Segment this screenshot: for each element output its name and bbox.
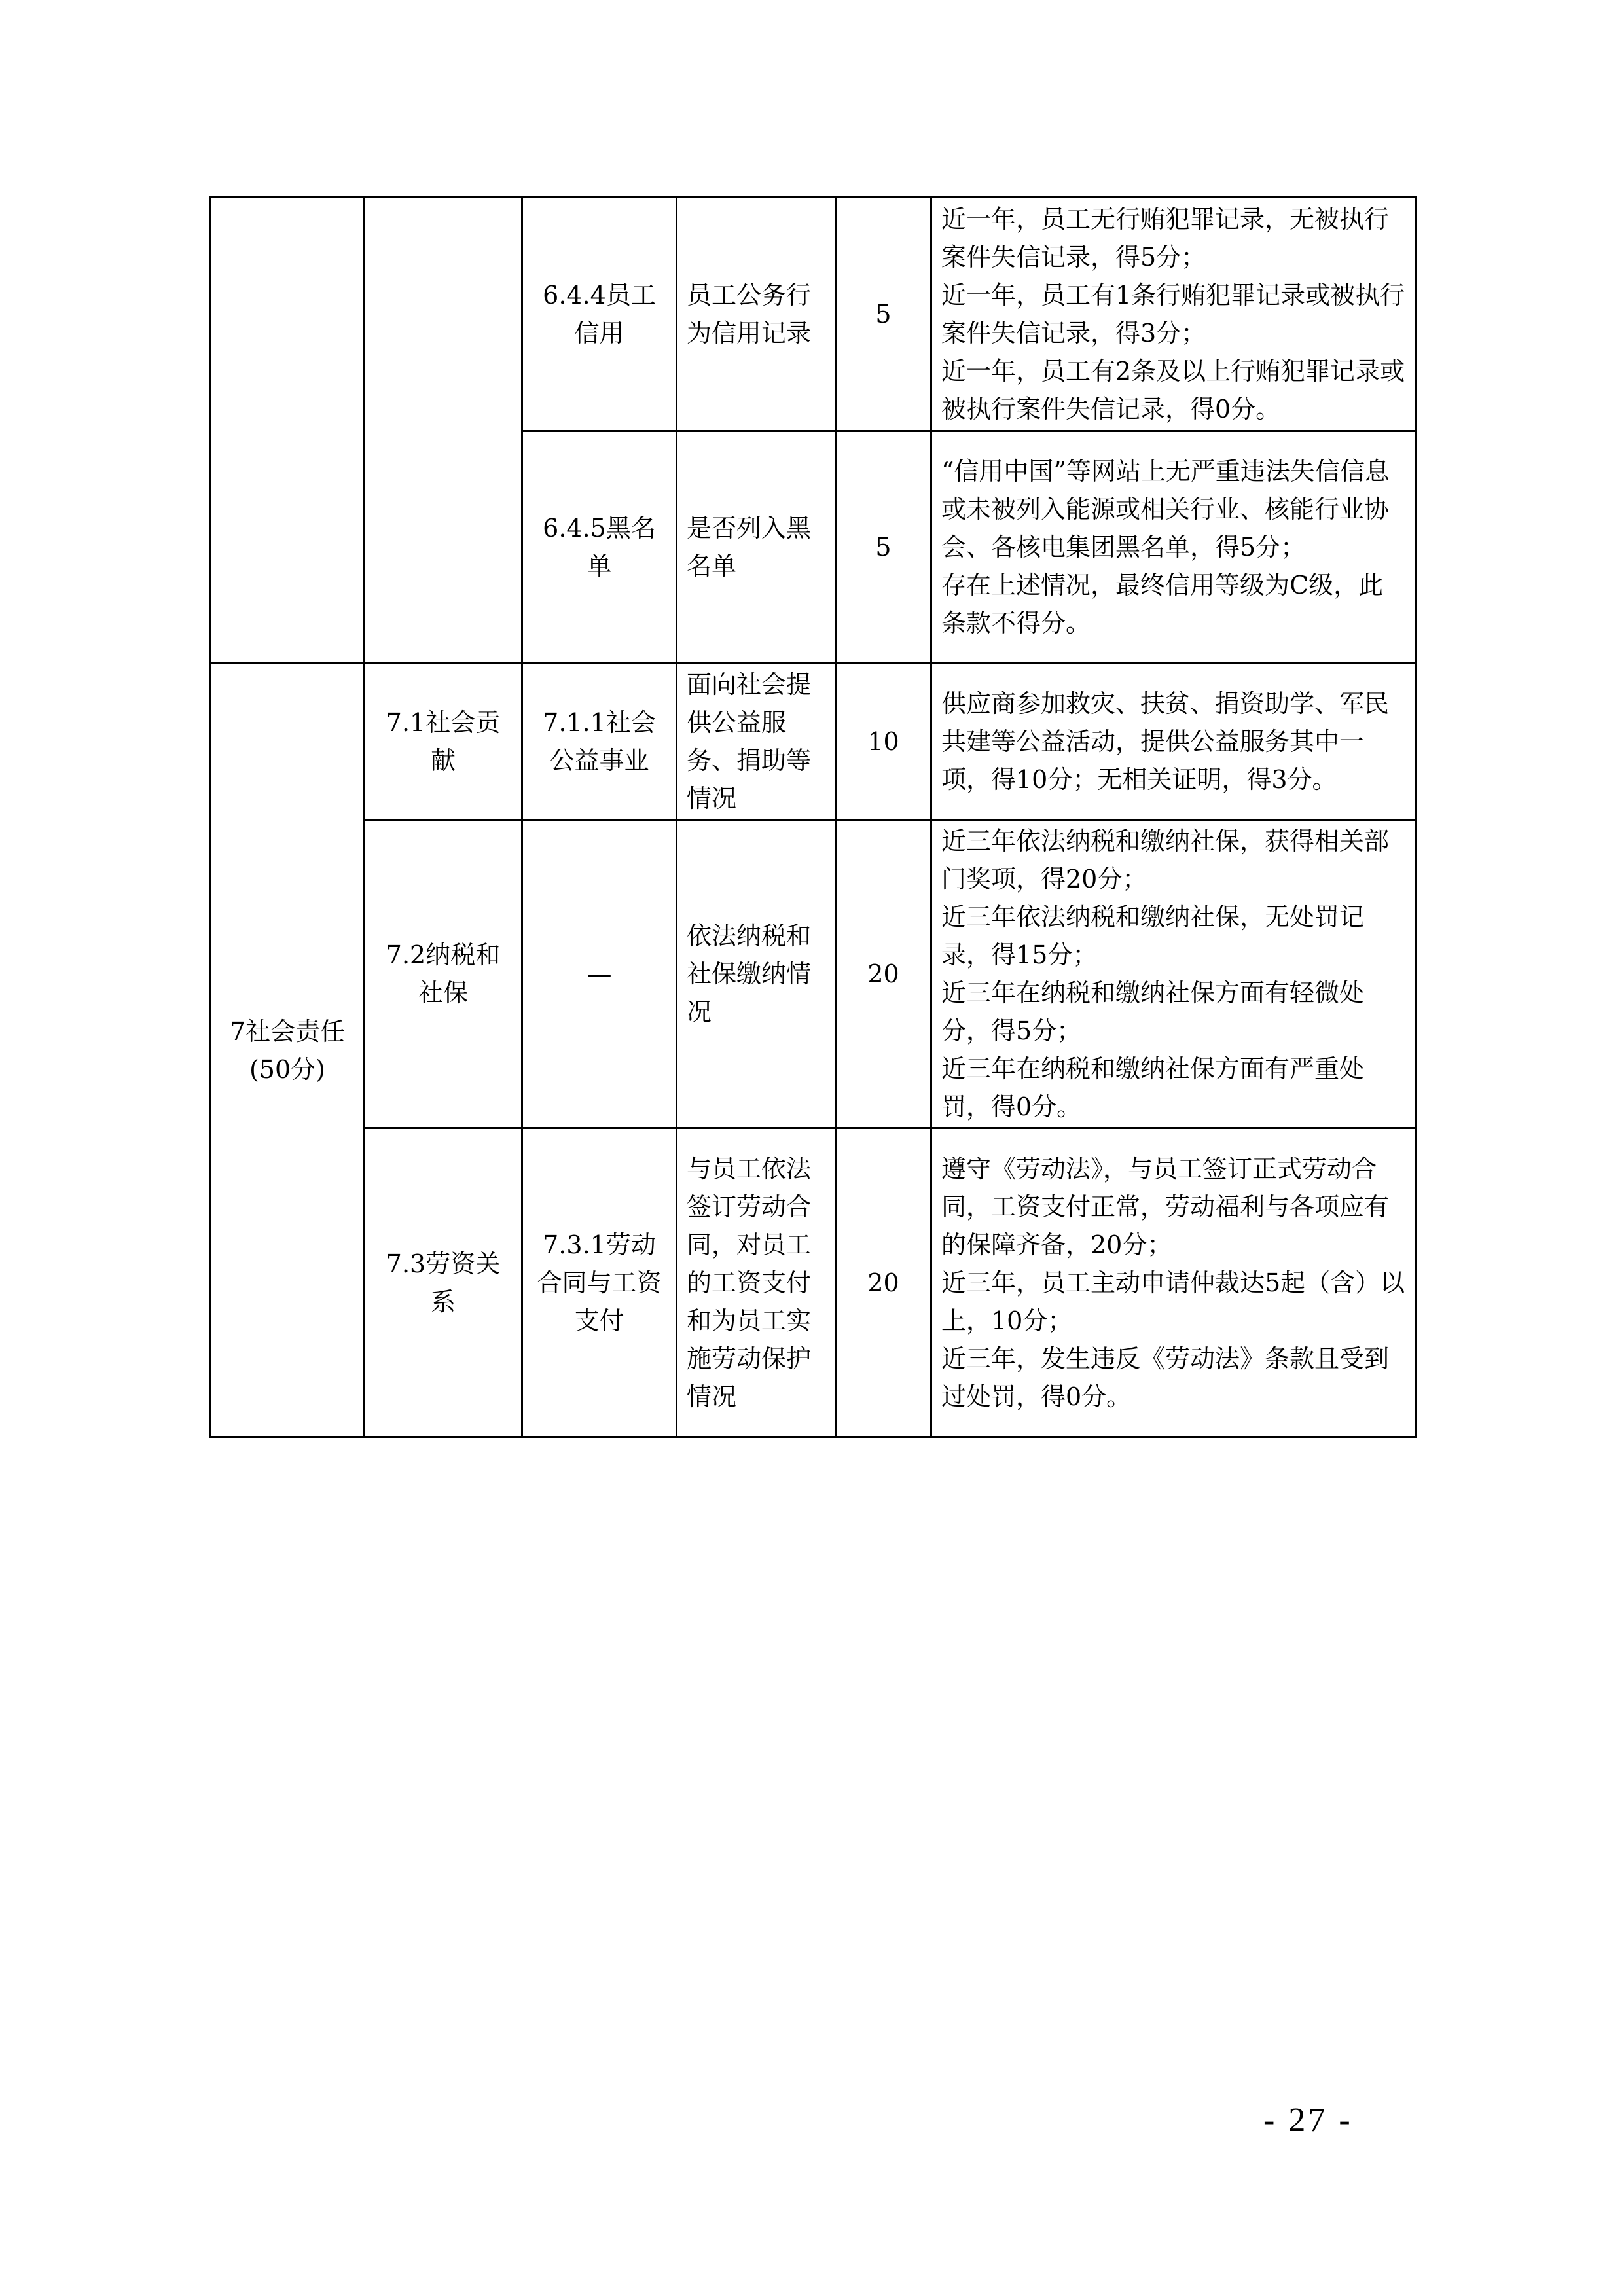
criteria-line: 供应商参加救灾、扶贫、捐资助学、军民共建等公益活动，提供公益服务其中一项，得10分；无相关证明，得3分。: [941, 689, 1390, 794]
sub-item-cell: 7.3.1劳动合同与工资支付: [522, 1128, 677, 1437]
criteria-line: 近三年在纳税和缴纳社保方面有严重处罚，得0分。: [941, 1054, 1365, 1121]
criteria-line: 近三年，员工主动申请仲裁达5起（含）以上，10分；: [941, 1268, 1405, 1335]
sub-item-cell: 6.4.5黑名单: [522, 431, 677, 664]
criteria-line: 近三年依法纳税和缴纳社保，无处罚记录，得15分；: [941, 903, 1365, 969]
sub-item-cell: 7.1.1社会公益事业: [522, 664, 677, 820]
content-cell: 是否列入黑名单: [677, 431, 836, 664]
table-row-7-2: [211, 820, 1416, 1128]
item-cell-empty: [365, 198, 522, 664]
content-cell: 员工公务行为信用记录: [677, 198, 836, 431]
criteria-line: 近三年依法纳税和缴纳社保，获得相关部门奖项，得20分；: [941, 827, 1390, 893]
criteria-cell: [931, 1128, 1416, 1437]
criteria-line: 近三年，发生违反《劳动法》条款且受到过处罚，得0分。: [941, 1344, 1390, 1411]
score-cell: 10: [836, 664, 931, 820]
content-cell: 面向社会提供公益服务、捐助等情况: [677, 664, 836, 820]
criteria-line: 存在上述情况，最终信用等级为C级，此条款不得分。: [941, 571, 1384, 637]
evaluation-table: [209, 196, 1417, 1438]
category-cell-empty: [211, 198, 365, 664]
score-cell: 20: [836, 820, 931, 1128]
page-number: - 27 -: [1263, 2102, 1353, 2139]
table-row-6-4-4: [211, 198, 1416, 431]
content-cell: 与员工依法签订劳动合同，对员工的工资支付和为员工实施劳动保护情况: [677, 1128, 836, 1437]
criteria-line: 遵守《劳动法》，与员工签订正式劳动合同，工资支付正常，劳动福利与各项应有的保障齐备，20分；: [941, 1154, 1390, 1259]
criteria-line: 近三年在纳税和缴纳社保方面有轻微处分，得5分；: [941, 978, 1365, 1045]
criteria-cell: [931, 431, 1416, 664]
table-row-7-1: [211, 664, 1416, 820]
criteria-line: 近一年，员工有1条行贿犯罪记录或被执行案件失信记录，得3分；: [941, 281, 1405, 348]
table-row-7-3: [211, 1128, 1416, 1437]
score-cell: 5: [836, 431, 931, 664]
criteria-cell: [931, 820, 1416, 1128]
category-cell: 7社会责任(50分): [211, 664, 365, 1437]
criteria-line: 近一年，员工有2条及以上行贿犯罪记录或被执行案件失信记录，得0分。: [941, 357, 1405, 423]
criteria-line: 近一年，员工无行贿犯罪记录，无被执行案件失信记录，得5分；: [941, 205, 1390, 272]
item-cell: 7.2纳税和社保: [365, 820, 522, 1128]
sub-item-cell: —: [522, 820, 677, 1128]
criteria-line: “信用中国”等网站上无严重违法失信信息或未被列入能源或相关行业、核能行业协会、各核电集团黑名单，得5分；: [941, 457, 1390, 562]
criteria-cell: [931, 198, 1416, 431]
content-cell: 依法纳税和社保缴纳情况: [677, 820, 836, 1128]
criteria-cell: [931, 664, 1416, 820]
item-cell: 7.3劳资关系: [365, 1128, 522, 1437]
score-cell: 5: [836, 198, 931, 431]
item-cell: 7.1社会贡献: [365, 664, 522, 820]
sub-item-cell: 6.4.4员工信用: [522, 198, 677, 431]
score-cell: 20: [836, 1128, 931, 1437]
